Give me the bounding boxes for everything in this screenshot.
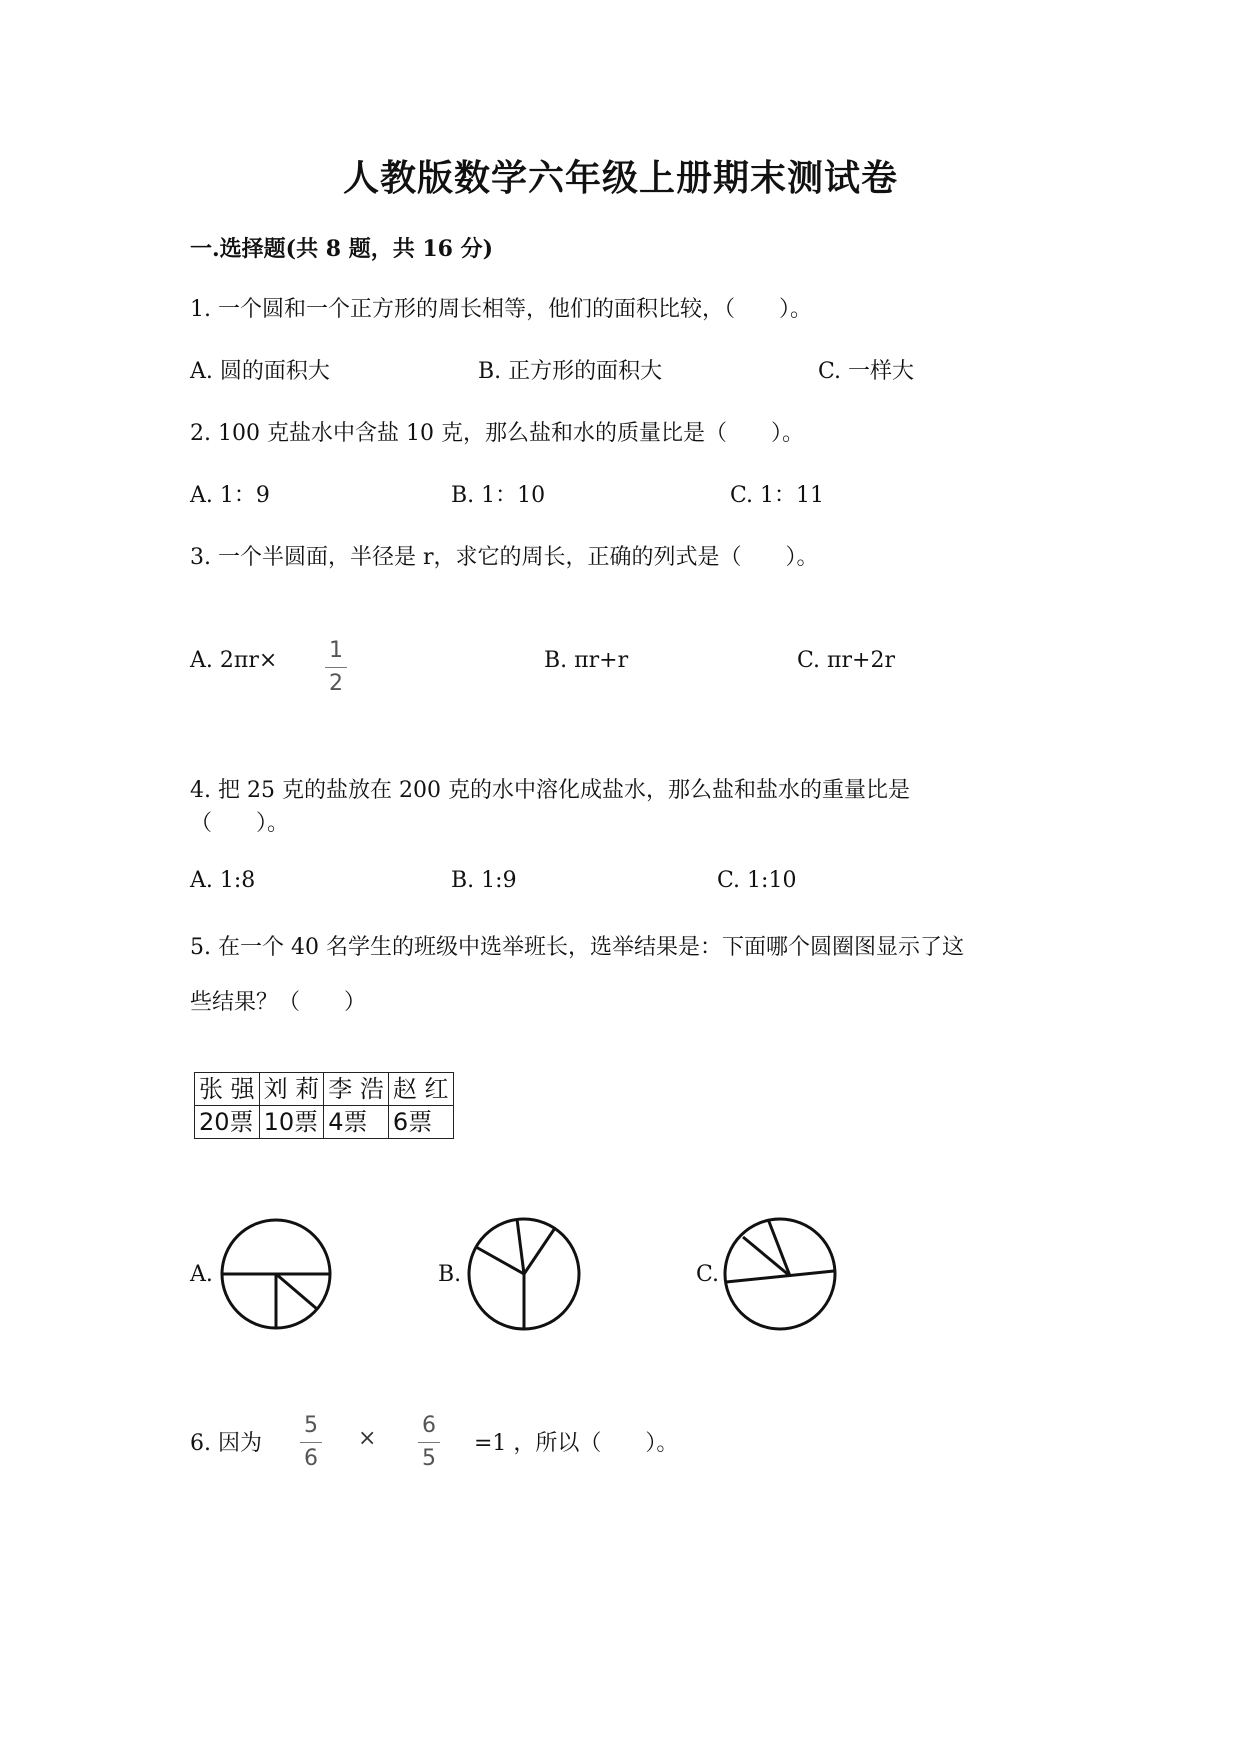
question-2-option-b[interactable]: B. 1：10 xyxy=(451,483,546,508)
table-cell-votes: 6票 xyxy=(388,1106,453,1139)
question-2-option-c[interactable]: C. 1：11 xyxy=(730,483,825,508)
pie-b-radius-right xyxy=(524,1228,555,1274)
question-6-prefix: 6. 因为 xyxy=(190,1431,262,1456)
question-5-option-a-label[interactable]: A. xyxy=(190,1262,213,1287)
fraction-bar xyxy=(300,1442,322,1443)
table-cell-name: 张 强 xyxy=(195,1073,260,1106)
question-3-option-c[interactable]: C. πr+2r xyxy=(797,648,895,673)
table-cell-votes: 4票 xyxy=(324,1106,389,1139)
question-3-option-a[interactable]: A. 2πr× xyxy=(190,648,278,673)
table-cell-votes: 10票 xyxy=(259,1106,324,1139)
fraction-bar xyxy=(418,1442,440,1443)
question-1-option-c[interactable]: C. 一样大 xyxy=(818,359,915,384)
question-2-stem: 2. 100 克盐水中含盐 10 克，那么盐和水的质量比是（ ）。 xyxy=(190,421,804,446)
question-4-stem-line1: 4. 把 25 克的盐放在 200 克的水中溶化成盐水，那么盐和盐水的重量比是 xyxy=(190,778,910,803)
question-4-option-b[interactable]: B. 1:9 xyxy=(451,868,517,893)
pie-chart-a[interactable] xyxy=(222,1220,330,1328)
table-cell-name: 李 浩 xyxy=(324,1073,389,1106)
question-3-stem: 3. 一个半圆面，半径是 r，求它的周长，正确的列式是（ ）。 xyxy=(190,545,819,570)
pie-c-chord xyxy=(726,1271,834,1282)
fraction-denominator: 6 xyxy=(304,1446,318,1471)
pie-chart-b[interactable] xyxy=(469,1219,579,1329)
question-1-option-b[interactable]: B. 正方形的面积大 xyxy=(478,359,663,384)
table-cell-votes: 20票 xyxy=(195,1106,260,1139)
table-cell-name: 刘 莉 xyxy=(259,1073,324,1106)
question-5-stem-line1: 5. 在一个 40 名学生的班级中选举班长，选举结果是：下面哪个圆圈图显示了这 xyxy=(190,935,964,960)
fraction-denominator: 2 xyxy=(329,671,343,696)
question-6-suffix: =1 ，所以（ ）。 xyxy=(474,1431,679,1456)
page-title: 人教版数学六年级上册期末测试卷 xyxy=(342,157,898,199)
fraction-denominator: 5 xyxy=(422,1446,436,1471)
question-4-option-a[interactable]: A. 1:8 xyxy=(190,868,256,893)
table-cell-name: 赵 红 xyxy=(388,1073,453,1106)
question-6-fraction-1 xyxy=(298,1413,324,1472)
question-3-option-b[interactable]: B. πr+r xyxy=(544,648,629,673)
fraction-numerator: 1 xyxy=(329,638,343,663)
question-5-option-c-label[interactable]: C. xyxy=(696,1262,720,1287)
section-heading: 一.选择题(共 8 题，共 16 分) xyxy=(190,236,494,262)
pie-b-radius-top xyxy=(517,1219,524,1274)
question-4-stem-line2: （ ）。 xyxy=(190,811,290,836)
question-1-option-a[interactable]: A. 圆的面积大 xyxy=(190,359,330,384)
question-2-option-a[interactable]: A. 1：9 xyxy=(190,483,270,508)
question-4-option-c[interactable]: C. 1:10 xyxy=(717,868,797,893)
fraction-numerator: 6 xyxy=(422,1413,436,1438)
pie-chart-c[interactable] xyxy=(725,1219,835,1329)
question-6-times-sign: × xyxy=(358,1426,377,1451)
pie-a-radius-diag xyxy=(276,1274,317,1309)
question-5-option-b-label[interactable]: B. xyxy=(438,1262,462,1287)
fraction-numerator: 5 xyxy=(304,1413,318,1438)
question-5-stem-line2: 些结果？（ ） xyxy=(190,990,367,1015)
question-6-fraction-2 xyxy=(416,1413,442,1472)
pie-b-radius-left xyxy=(476,1247,524,1274)
question-1-stem: 1. 一个圆和一个正方形的周长相等，他们的面积比较，（ ）。 xyxy=(190,297,812,322)
